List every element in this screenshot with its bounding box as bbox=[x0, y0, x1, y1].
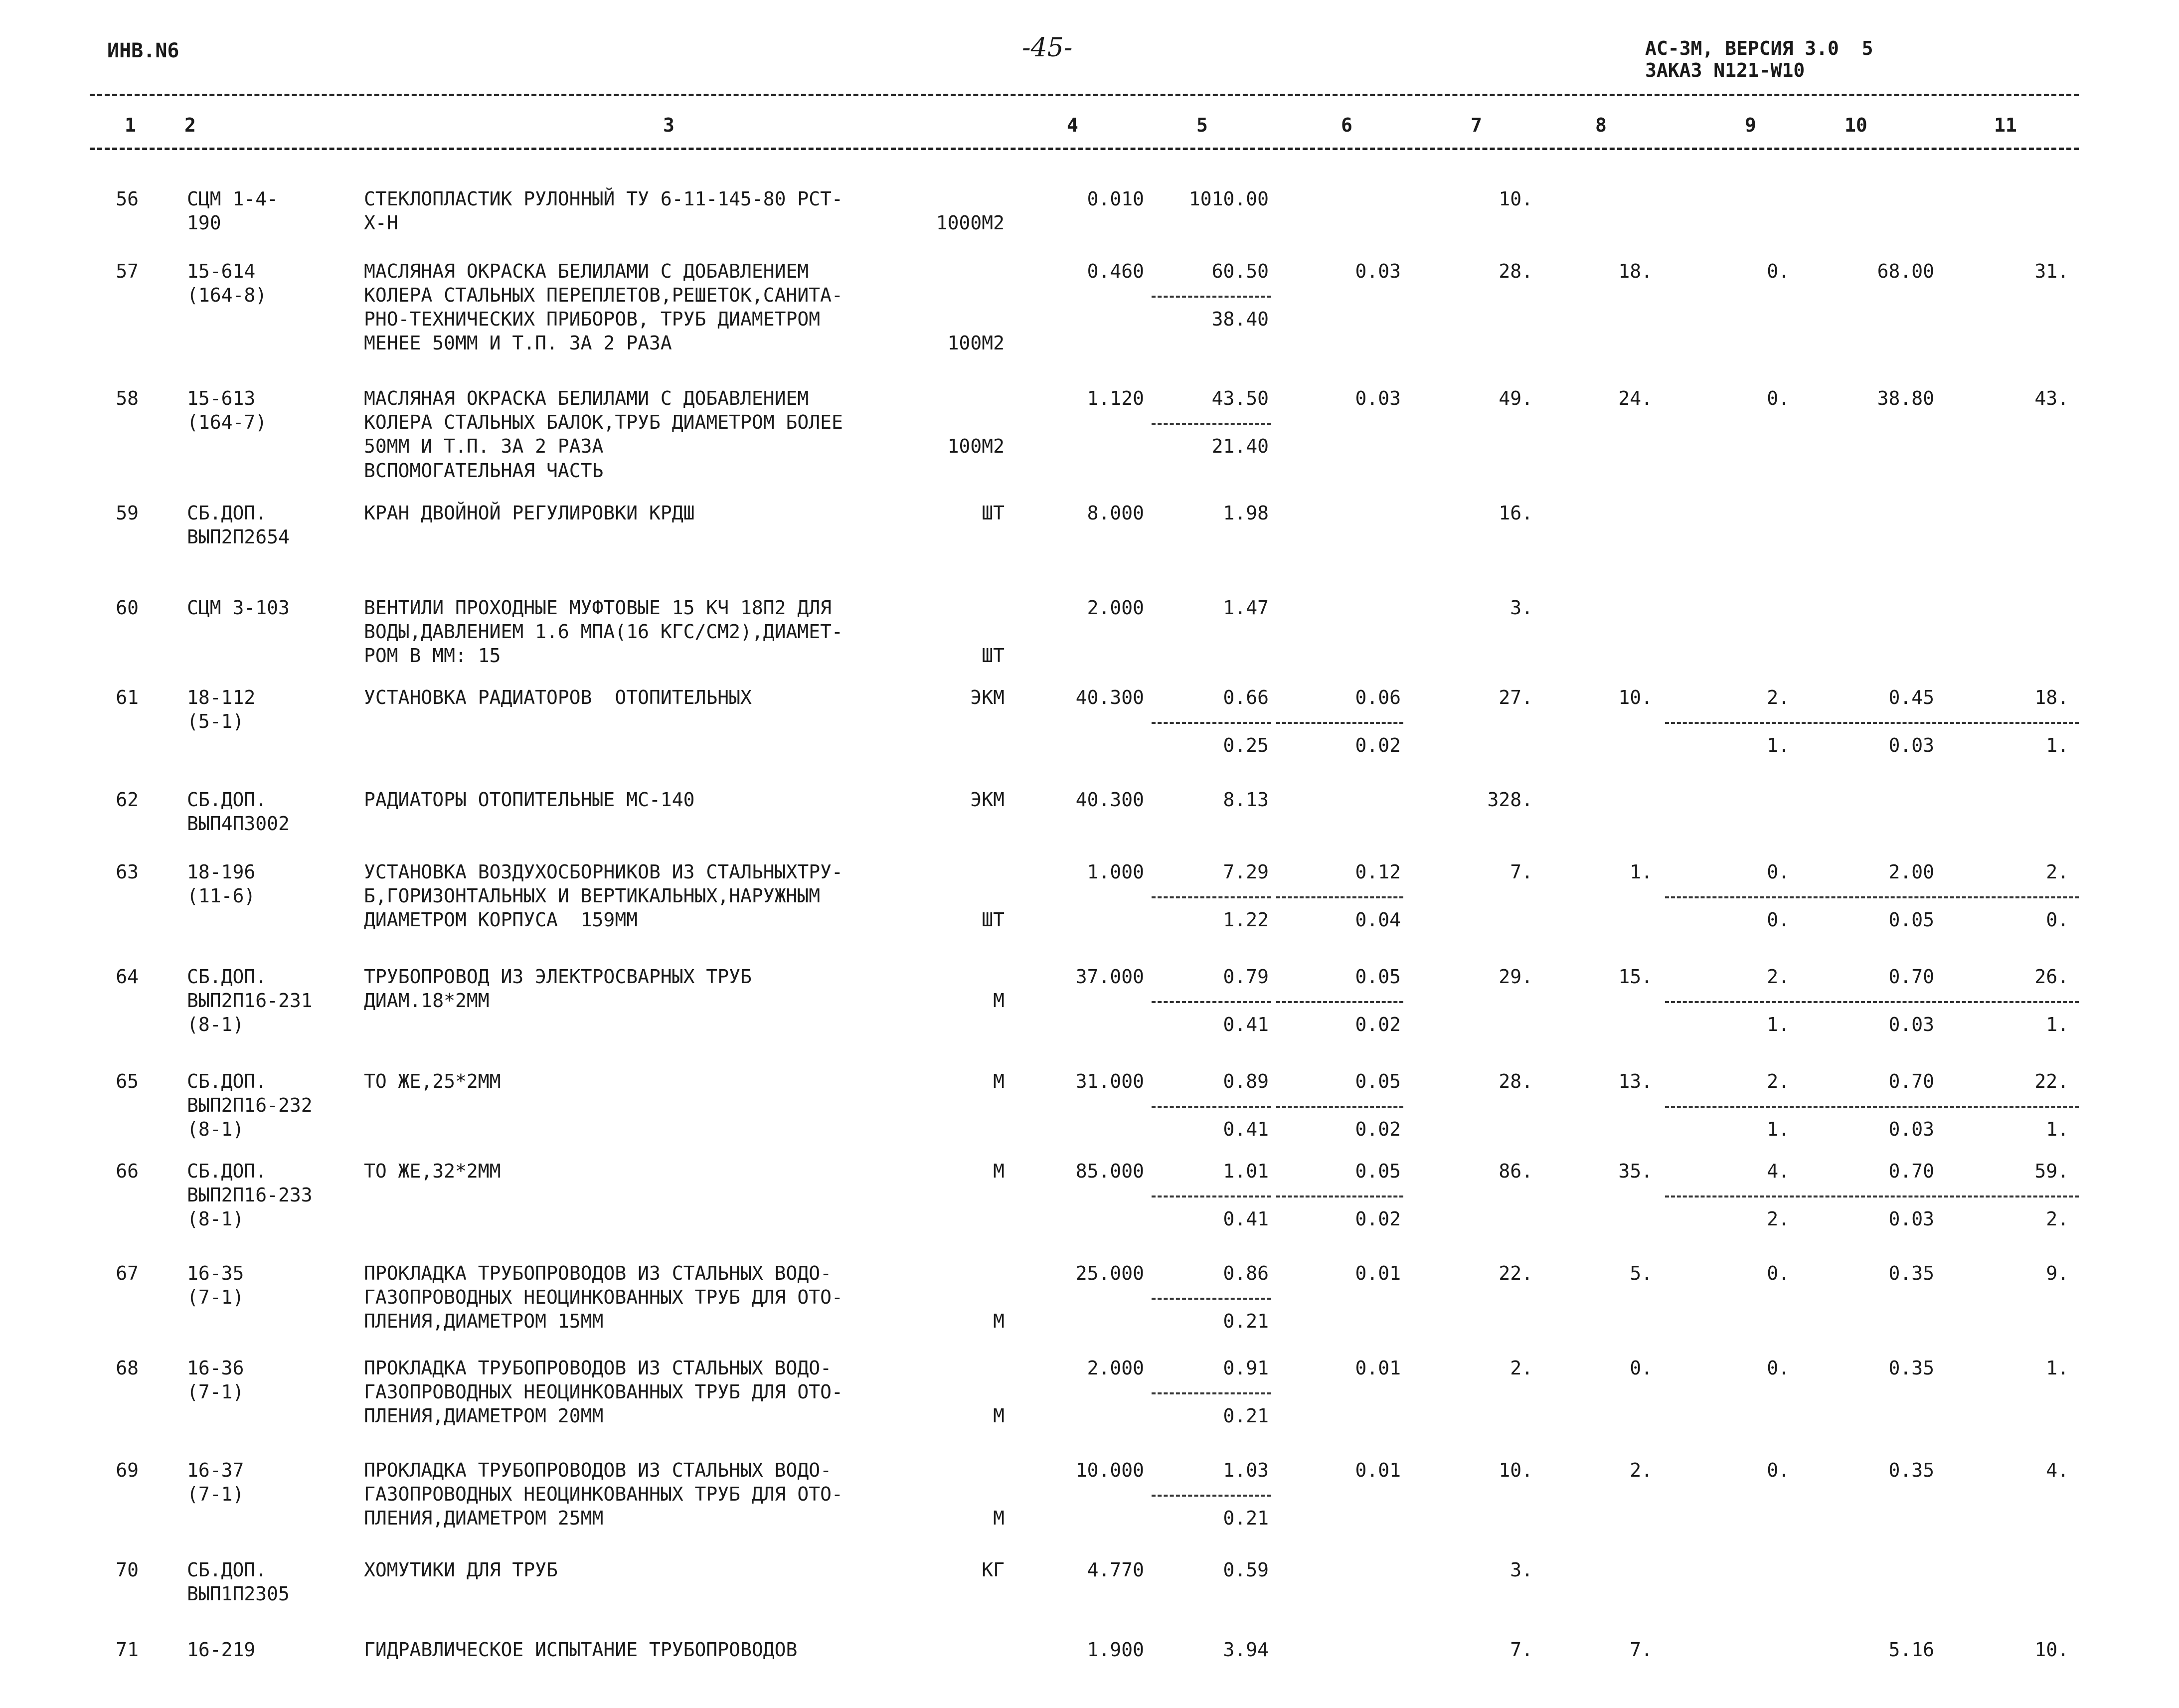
cell-c8: 24. bbox=[1618, 387, 1653, 409]
cell-c4: 31.000 bbox=[1075, 1070, 1144, 1092]
row-code: (7-1) bbox=[187, 1381, 244, 1403]
cell-c5: 8.13 bbox=[1223, 789, 1269, 811]
system-version: АС-3М, ВЕРСИЯ 3.0 5 bbox=[1645, 37, 1873, 59]
cell-c7: 3. bbox=[1510, 1559, 1533, 1581]
row-unit: ЭКМ bbox=[970, 686, 1005, 708]
row-code: 16-219 bbox=[187, 1639, 256, 1661]
cell-c8: 0. bbox=[1630, 1357, 1653, 1379]
column-header-4: 4 bbox=[1067, 114, 1078, 136]
cell-c5: 1010.00 bbox=[1188, 188, 1269, 210]
top-rule bbox=[90, 94, 2079, 96]
cell-c11: 4. bbox=[2046, 1459, 2069, 1481]
cell-c8: 15. bbox=[1618, 966, 1653, 988]
cell-c8: 35. bbox=[1618, 1160, 1653, 1182]
column-header-3: 3 bbox=[663, 114, 674, 136]
row-code: (8-1) bbox=[187, 1014, 244, 1035]
row-code: ВЫП1П2305 bbox=[187, 1583, 290, 1605]
cell-c9b: 0. bbox=[1767, 909, 1790, 931]
row-number: 62 bbox=[116, 789, 139, 811]
cell-c5: 3.94 bbox=[1223, 1639, 1269, 1661]
cell-c4: 2.000 bbox=[1087, 1357, 1144, 1379]
row-unit: 100М2 bbox=[947, 435, 1005, 457]
cell-c11: 59. bbox=[2034, 1160, 2069, 1182]
column-header-6: 6 bbox=[1341, 114, 1352, 136]
row-code: СЦМ 3-103 bbox=[187, 597, 290, 619]
cell-c11b: 2. bbox=[2046, 1208, 2069, 1230]
row-unit: ШТ bbox=[982, 645, 1005, 667]
cell-separator bbox=[1152, 722, 1271, 724]
row-code: 16-35 bbox=[187, 1262, 244, 1284]
cell-c6: 0.05 bbox=[1355, 1070, 1401, 1092]
cell-c9: 0. bbox=[1767, 260, 1790, 282]
column-header-2: 2 bbox=[184, 114, 196, 136]
cell-c9: 2. bbox=[1767, 966, 1790, 988]
row-description: ГАЗОПРОВОДНЫХ НЕОЦИНКОВАННЫХ ТРУБ ДЛЯ ОТО- bbox=[364, 1286, 843, 1308]
cell-c4: 85.000 bbox=[1075, 1160, 1144, 1182]
cell-c5: 0.86 bbox=[1223, 1262, 1269, 1284]
row-unit: М bbox=[993, 1070, 1005, 1092]
cell-c9: 2. bbox=[1767, 686, 1790, 708]
row-description: ПЛЕНИЯ,ДИАМЕТРОМ 15ММ bbox=[364, 1310, 604, 1332]
cell-c5: 0.79 bbox=[1223, 966, 1269, 988]
cell-c8: 10. bbox=[1618, 686, 1653, 708]
cell-c9: 0. bbox=[1767, 861, 1790, 883]
cell-c9: 0. bbox=[1767, 1459, 1790, 1481]
cell-c11: 10. bbox=[2034, 1639, 2069, 1661]
cell-c6b: 0.02 bbox=[1355, 1118, 1401, 1140]
cell-c9: 2. bbox=[1767, 1070, 1790, 1092]
order-number: ЗАКАЗ N121-W10 bbox=[1645, 59, 1805, 81]
cell-c11: 1. bbox=[2046, 1357, 2069, 1379]
cell-c5: 1.47 bbox=[1223, 597, 1269, 619]
row-code: ВЫП2П2654 bbox=[187, 526, 290, 548]
row-description: ДИАМ.18*2ММ bbox=[364, 990, 490, 1012]
row-description: ПЛЕНИЯ,ДИАМЕТРОМ 20ММ bbox=[364, 1405, 604, 1427]
cell-c10b: 0.03 bbox=[1888, 1014, 1934, 1035]
cell-c7: 7. bbox=[1510, 1639, 1533, 1661]
row-code: (164-8) bbox=[187, 284, 267, 306]
cell-c8: 13. bbox=[1618, 1070, 1653, 1092]
cell-c8: 2. bbox=[1630, 1459, 1653, 1481]
row-description: РОМ В ММ: 15 bbox=[364, 645, 501, 667]
row-code: СБ.ДОП. bbox=[187, 789, 267, 811]
row-description: ВЕНТИЛИ ПРОХОДНЫЕ МУФТОВЫЕ 15 КЧ 18П2 ДЛЯ bbox=[364, 597, 832, 619]
cell-c4: 1.120 bbox=[1087, 387, 1144, 409]
row-number: 70 bbox=[116, 1559, 139, 1581]
cell-c5: 1.98 bbox=[1223, 502, 1269, 524]
cell-c10b: 0.03 bbox=[1888, 734, 1934, 756]
row-code: 18-112 bbox=[187, 686, 256, 708]
row-description: МАСЛЯНАЯ ОКРАСКА БЕЛИЛАМИ С ДОБАВЛЕНИЕМ bbox=[364, 387, 809, 409]
cell-c5: 0.66 bbox=[1223, 686, 1269, 708]
row-description: ГАЗОПРОВОДНЫХ НЕОЦИНКОВАННЫХ ТРУБ ДЛЯ ОТО- bbox=[364, 1483, 843, 1505]
cell-separator bbox=[1152, 1196, 1271, 1197]
cell-c5b: 0.21 bbox=[1223, 1310, 1269, 1332]
row-code: (8-1) bbox=[187, 1118, 244, 1140]
row-description: РАДИАТОРЫ ОТОПИТЕЛЬНЫЕ МС-140 bbox=[364, 789, 695, 811]
cell-c6: 0.05 bbox=[1355, 966, 1401, 988]
cell-c11: 9. bbox=[2046, 1262, 2069, 1284]
cell-c7: 7. bbox=[1510, 861, 1533, 883]
cell-c7: 86. bbox=[1499, 1160, 1533, 1182]
cell-separator bbox=[1152, 1392, 1271, 1394]
row-description: Б,ГОРИЗОНТАЛЬНЫХ И ВЕРТИКАЛЬНЫХ,НАРУЖНЫМ bbox=[364, 885, 821, 907]
cell-c5b: 0.41 bbox=[1223, 1118, 1269, 1140]
row-unit: М bbox=[993, 1405, 1005, 1427]
cell-separator bbox=[1152, 1001, 1271, 1003]
cell-c11b: 1. bbox=[2046, 1014, 2069, 1035]
cell-c9b: 1. bbox=[1767, 734, 1790, 756]
column-header-9: 9 bbox=[1745, 114, 1756, 136]
row-unit: М bbox=[993, 1310, 1005, 1332]
row-code: ВЫП2П16-232 bbox=[187, 1094, 313, 1116]
cell-separator bbox=[1152, 1106, 1271, 1108]
row-code: СЦМ 1-4- bbox=[187, 188, 279, 210]
cell-c10b: 0.03 bbox=[1888, 1118, 1934, 1140]
cell-c10: 0.70 bbox=[1888, 966, 1934, 988]
cell-c11: 31. bbox=[2034, 260, 2069, 282]
cell-c5b: 0.41 bbox=[1223, 1208, 1269, 1230]
cell-separator bbox=[1276, 722, 1403, 724]
row-code: 190 bbox=[187, 212, 221, 234]
row-description: КРАН ДВОЙНОЙ РЕГУЛИРОВКИ КРДШ bbox=[364, 502, 695, 524]
header-rule bbox=[90, 148, 2079, 150]
cell-c10: 0.70 bbox=[1888, 1160, 1934, 1182]
cell-c5b: 38.40 bbox=[1211, 308, 1269, 330]
cell-separator bbox=[1152, 896, 1271, 898]
cell-c10: 0.45 bbox=[1888, 686, 1934, 708]
cell-separator bbox=[1152, 1495, 1271, 1497]
row-number: 66 bbox=[116, 1160, 139, 1182]
cell-c7: 22. bbox=[1499, 1262, 1533, 1284]
row-number: 59 bbox=[116, 502, 139, 524]
row-unit: ЭКМ bbox=[970, 789, 1005, 811]
row-number: 60 bbox=[116, 597, 139, 619]
row-code: ВЫП2П16-231 bbox=[187, 990, 313, 1012]
cell-c9: 0. bbox=[1767, 1262, 1790, 1284]
row-unit: М bbox=[993, 1507, 1005, 1529]
row-description: ПРОКЛАДКА ТРУБОПРОВОДОВ ИЗ СТАЛЬНЫХ ВОДО- bbox=[364, 1262, 832, 1284]
row-unit: КГ bbox=[982, 1559, 1005, 1581]
row-description: МАСЛЯНАЯ ОКРАСКА БЕЛИЛАМИ С ДОБАВЛЕНИЕМ bbox=[364, 260, 809, 282]
row-code: 18-196 bbox=[187, 861, 256, 883]
row-code: 16-36 bbox=[187, 1357, 244, 1379]
cell-c10b: 0.03 bbox=[1888, 1208, 1934, 1230]
row-description: ВОДЫ,ДАВЛЕНИЕМ 1.6 МПА(16 КГС/СМ2),ДИАМЕТ- bbox=[364, 621, 843, 643]
cell-c7: 2. bbox=[1510, 1357, 1533, 1379]
cell-c7: 49. bbox=[1499, 387, 1533, 409]
cell-c10: 0.35 bbox=[1888, 1262, 1934, 1284]
row-code: СБ.ДОП. bbox=[187, 1559, 267, 1581]
row-description: ГИДРАВЛИЧЕСКОЕ ИСПЫТАНИЕ ТРУБОПРОВОДОВ bbox=[364, 1639, 798, 1661]
cell-c11: 22. bbox=[2034, 1070, 2069, 1092]
row-number: 58 bbox=[116, 387, 139, 409]
row-number: 67 bbox=[116, 1262, 139, 1284]
cell-c7: 16. bbox=[1499, 502, 1533, 524]
row-description: УСТАНОВКА ВОЗДУХОСБОРНИКОВ ИЗ СТАЛЬНЫХТРУ- bbox=[364, 861, 843, 883]
cell-c5: 0.91 bbox=[1223, 1357, 1269, 1379]
row-number: 69 bbox=[116, 1459, 139, 1481]
row-unit: 100М2 bbox=[947, 332, 1005, 354]
cell-c5: 1.01 bbox=[1223, 1160, 1269, 1182]
cell-c9: 0. bbox=[1767, 387, 1790, 409]
cell-c7: 328. bbox=[1487, 789, 1533, 811]
cell-c4: 1.000 bbox=[1087, 861, 1144, 883]
cell-c5: 0.89 bbox=[1223, 1070, 1269, 1092]
column-header-7: 7 bbox=[1471, 114, 1482, 136]
cell-c10: 0.35 bbox=[1888, 1357, 1934, 1379]
cell-c10: 2.00 bbox=[1888, 861, 1934, 883]
row-unit: М bbox=[993, 1160, 1005, 1182]
page-mark: -45- bbox=[1022, 33, 1073, 63]
cell-c5b: 0.21 bbox=[1223, 1507, 1269, 1529]
cell-c4: 2.000 bbox=[1087, 597, 1144, 619]
row-description: РНО-ТЕХНИЧЕСКИХ ПРИБОРОВ, ТРУБ ДИАМЕТРОМ bbox=[364, 308, 821, 330]
cell-c5b: 0.41 bbox=[1223, 1014, 1269, 1035]
cell-c9b: 1. bbox=[1767, 1014, 1790, 1035]
cell-c11: 26. bbox=[2034, 966, 2069, 988]
row-description: ТО ЖЕ,32*2ММ bbox=[364, 1160, 501, 1182]
cell-c7: 28. bbox=[1499, 1070, 1533, 1092]
cell-c4: 37.000 bbox=[1075, 966, 1144, 988]
row-description: ПРОКЛАДКА ТРУБОПРОВОДОВ ИЗ СТАЛЬНЫХ ВОДО- bbox=[364, 1459, 832, 1481]
row-number: 56 bbox=[116, 188, 139, 210]
column-header-11: 11 bbox=[1994, 114, 2017, 136]
cell-separator bbox=[1152, 1298, 1271, 1300]
row-description: ГАЗОПРОВОДНЫХ НЕОЦИНКОВАННЫХ ТРУБ ДЛЯ ОТО- bbox=[364, 1381, 843, 1403]
row-code: ВЫП2П16-233 bbox=[187, 1184, 313, 1206]
row-description: ХОМУТИКИ ДЛЯ ТРУБ bbox=[364, 1559, 558, 1581]
cell-c7: 3. bbox=[1510, 597, 1533, 619]
cell-c4: 0.460 bbox=[1087, 260, 1144, 282]
cell-separator bbox=[1152, 423, 1271, 425]
cell-c5: 7.29 bbox=[1223, 861, 1269, 883]
cell-c6: 0.06 bbox=[1355, 686, 1401, 708]
cell-c7: 10. bbox=[1499, 188, 1533, 210]
column-header-1: 1 bbox=[125, 114, 136, 136]
cell-c8: 7. bbox=[1630, 1639, 1653, 1661]
row-code: (7-1) bbox=[187, 1483, 244, 1505]
cell-c8: 5. bbox=[1630, 1262, 1653, 1284]
row-code: (5-1) bbox=[187, 710, 244, 732]
row-number: 63 bbox=[116, 861, 139, 883]
cell-c4: 0.010 bbox=[1087, 188, 1144, 210]
row-code: (8-1) bbox=[187, 1208, 244, 1230]
cell-c7: 29. bbox=[1499, 966, 1533, 988]
row-code: (7-1) bbox=[187, 1286, 244, 1308]
row-number: 64 bbox=[116, 966, 139, 988]
cell-c11b: 1. bbox=[2046, 734, 2069, 756]
row-description: Х-Н bbox=[364, 212, 398, 234]
row-code: 15-613 bbox=[187, 387, 256, 409]
cell-c6: 0.01 bbox=[1355, 1459, 1401, 1481]
cell-separator bbox=[1276, 896, 1403, 898]
cell-c6: 0.05 bbox=[1355, 1160, 1401, 1182]
header-inv: ИНВ.N6 bbox=[107, 39, 179, 62]
cell-separator bbox=[1276, 1196, 1403, 1197]
cell-separator bbox=[1665, 722, 2079, 724]
cell-c10: 0.70 bbox=[1888, 1070, 1934, 1092]
cell-c10: 0.35 bbox=[1888, 1459, 1934, 1481]
row-unit: 1000М2 bbox=[936, 212, 1005, 234]
cell-c6: 0.03 bbox=[1355, 387, 1401, 409]
cell-c5b: 1.22 bbox=[1223, 909, 1269, 931]
cell-c4: 10.000 bbox=[1075, 1459, 1144, 1481]
cell-separator bbox=[1665, 896, 2079, 898]
row-description: ТО ЖЕ,25*2ММ bbox=[364, 1070, 501, 1092]
cell-c6: 0.03 bbox=[1355, 260, 1401, 282]
row-code: ВЫП4П3002 bbox=[187, 813, 290, 835]
cell-separator bbox=[1276, 1106, 1403, 1108]
row-number: 68 bbox=[116, 1357, 139, 1379]
cell-separator bbox=[1665, 1106, 2079, 1108]
cell-c8: 1. bbox=[1630, 861, 1653, 883]
row-description: КОЛЕРА СТАЛЬНЫХ БАЛОК,ТРУБ ДИАМЕТРОМ БОЛЕЕ bbox=[364, 411, 843, 433]
column-header-10: 10 bbox=[1844, 114, 1867, 136]
cell-c9b: 2. bbox=[1767, 1208, 1790, 1230]
cell-c11: 2. bbox=[2046, 861, 2069, 883]
row-description: ПРОКЛАДКА ТРУБОПРОВОДОВ ИЗ СТАЛЬНЫХ ВОДО- bbox=[364, 1357, 832, 1379]
cell-c10: 68.00 bbox=[1877, 260, 1934, 282]
cell-c4: 25.000 bbox=[1075, 1262, 1144, 1284]
cell-c6b: 0.02 bbox=[1355, 1208, 1401, 1230]
cell-c9b: 1. bbox=[1767, 1118, 1790, 1140]
row-code: СБ.ДОП. bbox=[187, 1070, 267, 1092]
cell-c4: 8.000 bbox=[1087, 502, 1144, 524]
cell-c6b: 0.02 bbox=[1355, 734, 1401, 756]
row-code: (11-6) bbox=[187, 885, 256, 907]
row-code: 15-614 bbox=[187, 260, 256, 282]
cell-c10: 38.80 bbox=[1877, 387, 1934, 409]
cell-c7: 10. bbox=[1499, 1459, 1533, 1481]
section-note: ВСПОМОГАТЕЛЬНАЯ ЧАСТЬ bbox=[364, 460, 604, 482]
row-unit: М bbox=[993, 990, 1005, 1012]
cell-c6b: 0.04 bbox=[1355, 909, 1401, 931]
row-code: СБ.ДОП. bbox=[187, 502, 267, 524]
cell-c5: 43.50 bbox=[1211, 387, 1269, 409]
cell-c9: 0. bbox=[1767, 1357, 1790, 1379]
row-description: ДИАМЕТРОМ КОРПУСА 159ММ bbox=[364, 909, 638, 931]
row-description: СТЕКЛОПЛАСТИК РУЛОННЫЙ ТУ 6-11-145-80 РСТ- bbox=[364, 188, 843, 210]
row-unit: ШТ bbox=[982, 502, 1005, 524]
column-header-5: 5 bbox=[1196, 114, 1208, 136]
row-code: СБ.ДОП. bbox=[187, 1160, 267, 1182]
cell-c11b: 0. bbox=[2046, 909, 2069, 931]
cell-c4: 4.770 bbox=[1087, 1559, 1144, 1581]
cell-c11: 18. bbox=[2034, 686, 2069, 708]
cell-c5: 60.50 bbox=[1211, 260, 1269, 282]
cell-c11b: 1. bbox=[2046, 1118, 2069, 1140]
cell-c6: 0.01 bbox=[1355, 1262, 1401, 1284]
row-number: 71 bbox=[116, 1639, 139, 1661]
row-code: (164-7) bbox=[187, 411, 267, 433]
cell-c5b: 21.40 bbox=[1211, 435, 1269, 457]
cell-separator bbox=[1276, 1001, 1403, 1003]
row-description: ПЛЕНИЯ,ДИАМЕТРОМ 25ММ bbox=[364, 1507, 604, 1529]
row-number: 57 bbox=[116, 260, 139, 282]
row-description: 50ММ И Т.П. ЗА 2 РАЗА bbox=[364, 435, 604, 457]
cell-c5b: 0.21 bbox=[1223, 1405, 1269, 1427]
row-description: УСТАНОВКА РАДИАТОРОВ ОТОПИТЕЛЬНЫХ bbox=[364, 686, 752, 708]
row-description: КОЛЕРА СТАЛЬНЫХ ПЕРЕПЛЕТОВ,РЕШЕТОК,САНИТА- bbox=[364, 284, 843, 306]
cell-separator bbox=[1152, 296, 1271, 298]
cell-c7: 28. bbox=[1499, 260, 1533, 282]
cell-separator bbox=[1665, 1001, 2079, 1003]
cell-separator bbox=[1665, 1196, 2079, 1197]
cell-c4: 40.300 bbox=[1075, 789, 1144, 811]
cell-c5: 0.59 bbox=[1223, 1559, 1269, 1581]
row-description: ТРУБОПРОВОД ИЗ ЭЛЕКТРОСВАРНЫХ ТРУБ bbox=[364, 966, 752, 988]
cell-c11: 43. bbox=[2034, 387, 2069, 409]
row-unit: ШТ bbox=[982, 909, 1005, 931]
column-header-8: 8 bbox=[1595, 114, 1607, 136]
row-code: 16-37 bbox=[187, 1459, 244, 1481]
cell-c5: 1.03 bbox=[1223, 1459, 1269, 1481]
row-number: 61 bbox=[116, 686, 139, 708]
cell-c10b: 0.05 bbox=[1888, 909, 1934, 931]
cell-c9: 4. bbox=[1767, 1160, 1790, 1182]
cell-c10: 5.16 bbox=[1888, 1639, 1934, 1661]
row-description: МЕНЕЕ 50ММ И Т.П. ЗА 2 РАЗА bbox=[364, 332, 672, 354]
row-code: СБ.ДОП. bbox=[187, 966, 267, 988]
cell-c4: 40.300 bbox=[1075, 686, 1144, 708]
cell-c6: 0.12 bbox=[1355, 861, 1401, 883]
cell-c4: 1.900 bbox=[1087, 1639, 1144, 1661]
row-number: 65 bbox=[116, 1070, 139, 1092]
cell-c6: 0.01 bbox=[1355, 1357, 1401, 1379]
cell-c5b: 0.25 bbox=[1223, 734, 1269, 756]
cell-c6b: 0.02 bbox=[1355, 1014, 1401, 1035]
cell-c7: 27. bbox=[1499, 686, 1533, 708]
cell-c8: 18. bbox=[1618, 260, 1653, 282]
